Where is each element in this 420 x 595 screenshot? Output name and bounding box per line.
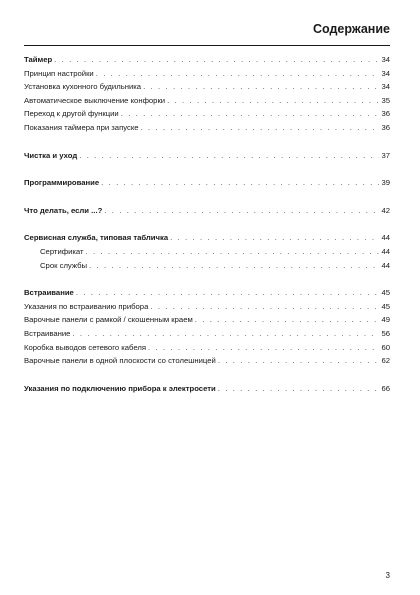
toc-entry-title: Автоматическое выключение конфорки <box>24 95 166 105</box>
dot-leader <box>150 300 379 314</box>
toc-entry[interactable] <box>24 121 390 135</box>
toc-entry-title: Варочные панели в одной плоскости со столешницей <box>24 356 216 366</box>
section-gap <box>24 162 390 176</box>
dot-leader <box>218 354 380 368</box>
toc-section-entry[interactable] <box>24 382 390 396</box>
toc-entry-page: 34 <box>381 55 390 64</box>
toc-entry-page: 42 <box>381 205 390 215</box>
toc-section-entry[interactable] <box>24 286 390 300</box>
section-gap <box>24 217 390 231</box>
section-gap <box>24 135 390 149</box>
table-of-contents <box>24 53 390 395</box>
toc-entry-title: Сервисная служба, типовая табличка <box>24 233 169 243</box>
toc-entry-page: 60 <box>381 342 390 352</box>
toc-entry-title: Программирование <box>24 178 100 188</box>
toc-entry-page: 49 <box>381 315 390 325</box>
toc-entry-title: Встраивание <box>24 328 71 338</box>
page-title: Содержание <box>312 22 390 36</box>
toc-entry[interactable] <box>24 313 390 327</box>
toc-entry-page: 35 <box>381 95 390 105</box>
dot-leader <box>79 149 379 163</box>
toc-entry-page: 45 <box>381 288 390 298</box>
toc-entry-page: 44 <box>381 246 390 256</box>
dot-leader <box>96 67 380 81</box>
toc-entry-title: Варочные панели с рамкой / скошенным краем <box>24 315 193 325</box>
toc-entry[interactable] <box>24 67 390 81</box>
toc-entry[interactable] <box>24 107 390 121</box>
toc-entry[interactable] <box>24 94 390 108</box>
toc-entry-title: Переход к другой функции <box>24 109 119 119</box>
toc-entry-title: Указания по подключению прибора к электросети <box>24 383 216 393</box>
toc-section-entry[interactable] <box>24 53 390 67</box>
toc-entry[interactable] <box>24 341 390 355</box>
toc-section-entry[interactable] <box>24 204 390 218</box>
dot-leader <box>104 204 379 218</box>
dot-leader <box>218 382 380 396</box>
dot-leader <box>141 121 380 135</box>
dot-leader <box>86 245 380 259</box>
toc-entry-page: 34 <box>381 68 390 78</box>
toc-entry-page: 36 <box>381 109 390 119</box>
toc-entry-title: Таймер <box>24 55 53 64</box>
toc-entry-page: 44 <box>381 260 390 270</box>
toc-entry-title: Срок службы <box>40 260 88 270</box>
toc-entry-title: Указания по встраиванию прибора <box>24 301 149 311</box>
toc-section-entry[interactable] <box>24 231 390 245</box>
section-gap <box>24 272 390 286</box>
dot-leader <box>101 176 379 190</box>
page-number: 3 <box>385 571 390 580</box>
toc-entry-page: 66 <box>381 383 390 393</box>
toc-entry-title: Показания таймера при запуске <box>24 122 139 132</box>
toc-entry-page: 44 <box>381 233 390 243</box>
dot-leader <box>76 286 380 300</box>
header-divider <box>24 45 390 46</box>
toc-entry-title: Коробка выводов сетевого кабеля <box>24 342 147 352</box>
toc-entry[interactable] <box>24 259 390 273</box>
dot-leader <box>148 341 379 355</box>
toc-entry[interactable] <box>24 354 390 368</box>
toc-entry[interactable] <box>24 245 390 259</box>
toc-section-entry[interactable] <box>24 176 390 190</box>
dot-leader <box>72 327 379 341</box>
dot-leader <box>89 259 379 273</box>
toc-entry-page: 34 <box>381 82 390 92</box>
toc-entry[interactable] <box>24 80 390 94</box>
toc-entry-title: Принцип настройки <box>24 68 94 78</box>
toc-entry[interactable] <box>24 300 390 314</box>
toc-entry-page: 37 <box>381 150 390 160</box>
section-gap <box>24 368 390 382</box>
toc-entry-page: 39 <box>381 178 390 188</box>
toc-entry-title: Сертификат <box>40 246 84 256</box>
dot-leader <box>143 80 379 94</box>
toc-entry-page: 62 <box>381 356 390 366</box>
dot-leader <box>167 94 379 108</box>
section-gap <box>24 190 390 204</box>
toc-entry[interactable] <box>24 327 390 341</box>
dot-leader <box>121 107 380 121</box>
toc-entry-page: 36 <box>381 122 390 132</box>
toc-entry-title: Установка кухонного будильника <box>24 82 142 92</box>
dot-leader <box>54 53 379 67</box>
toc-entry-title: Чистка и уход <box>24 150 78 160</box>
toc-entry-page: 45 <box>381 301 390 311</box>
toc-entry-title: Что делать, если ...? <box>24 205 103 215</box>
toc-entry-page: 56 <box>381 328 390 338</box>
toc-entry-title: Встраивание <box>24 288 74 298</box>
dot-leader <box>170 231 379 245</box>
toc-section-entry[interactable] <box>24 149 390 163</box>
dot-leader <box>195 313 380 327</box>
